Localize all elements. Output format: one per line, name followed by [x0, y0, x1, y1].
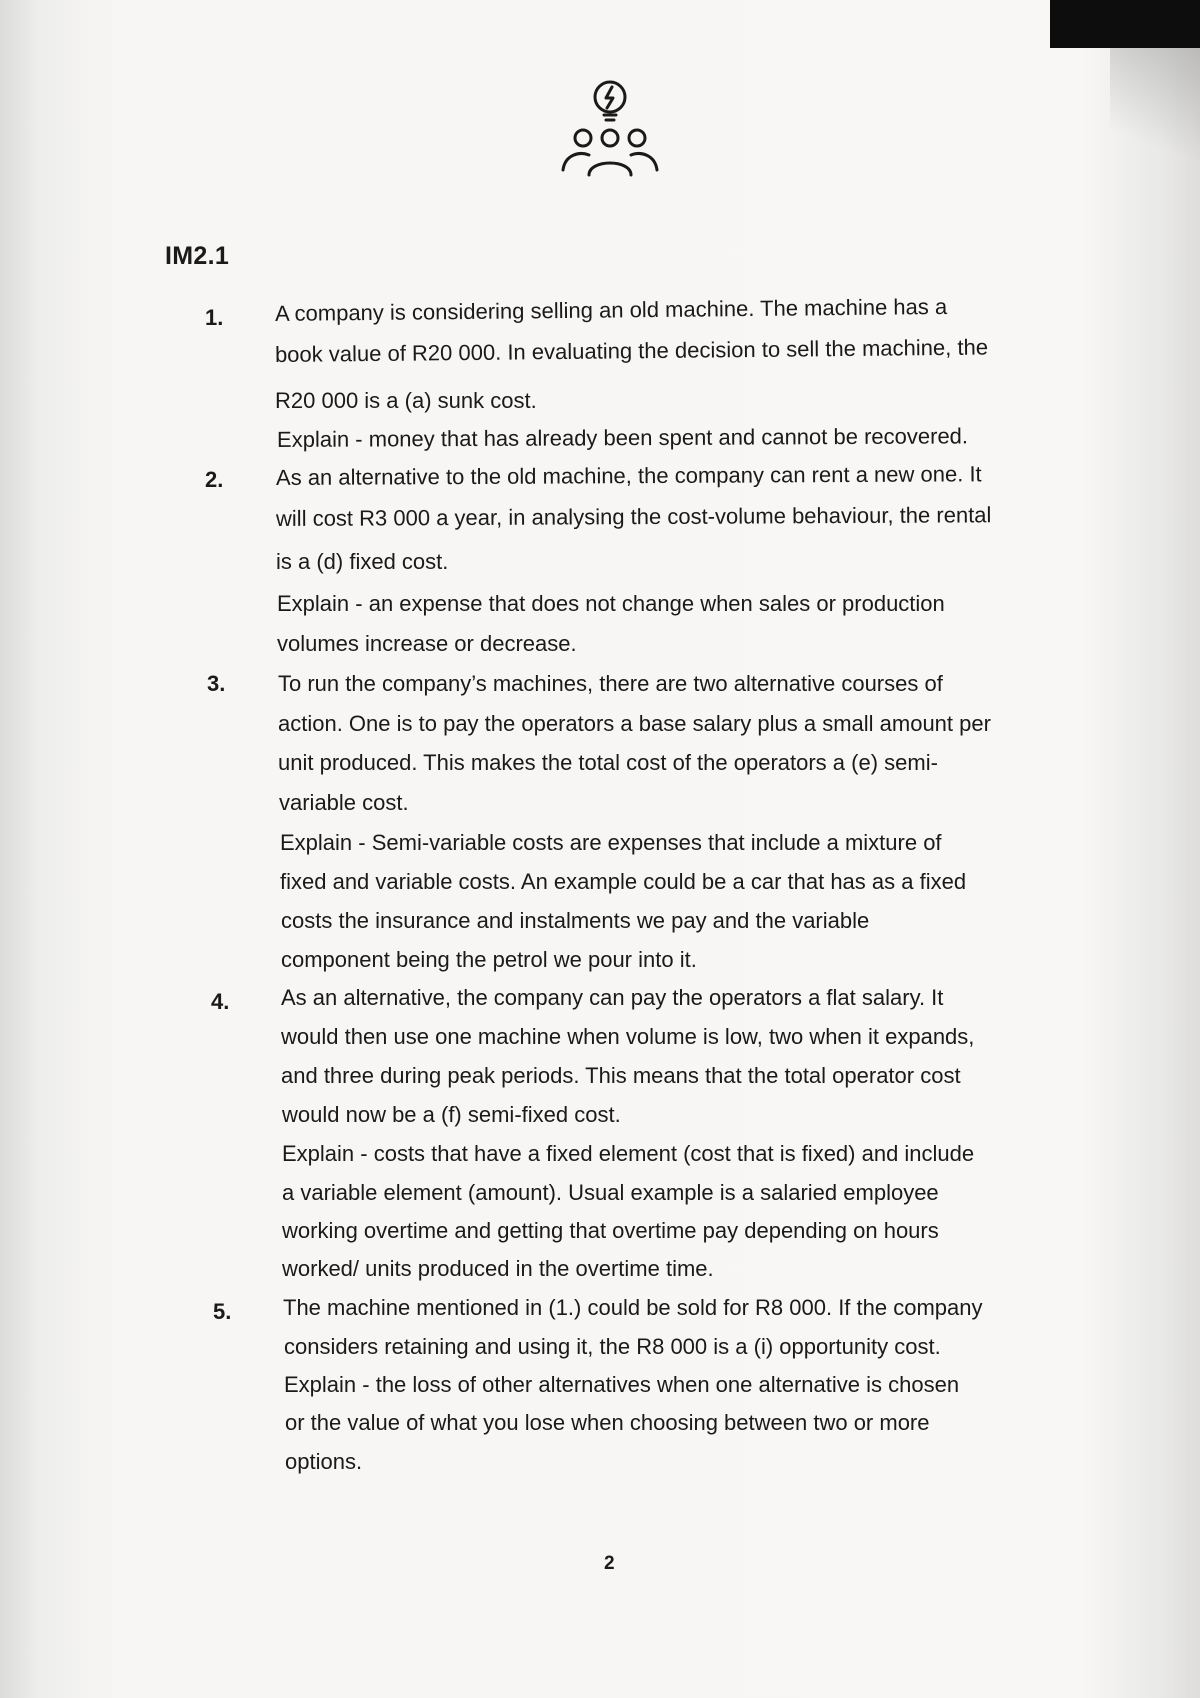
- question-text-line: The machine mentioned in (1.) could be sold for R8 000. If the company: [283, 1295, 983, 1320]
- explanation-line: Explain - money that has already been spent and cannot be recovered.: [276, 423, 969, 452]
- section-title: IM2.1: [165, 242, 230, 270]
- explanation-line: working overtime and getting that overtime pay depending on hours: [282, 1218, 939, 1243]
- question-number: 5.: [213, 1299, 232, 1324]
- explanation-line: costs the insurance and instalments we pay and the variable: [281, 908, 870, 933]
- question-text-line: book value of R20 000. In evaluating the decision to sell the machine, the: [274, 334, 989, 367]
- explanation-line: Explain - an expense that does not change when sales or production: [277, 591, 945, 616]
- explanation-line: Explain - Semi-variable costs are expenses that include a mixture of: [280, 830, 942, 855]
- question-text-line: would then use one machine when volume is low, two when it expands,: [281, 1024, 975, 1049]
- page-number: 2: [604, 1553, 615, 1574]
- question-text-line: action. One is to pay the operators a base salary plus a small amount per: [278, 711, 991, 736]
- question-text-line: As an alternative, the company can pay the operators a flat salary. It: [281, 985, 944, 1010]
- question-text-line: R20 000 is a (a) sunk cost.: [275, 388, 537, 413]
- explanation-line: Explain - the loss of other alternatives when one alternative is chosen: [284, 1372, 960, 1397]
- question-number: 1.: [205, 305, 224, 330]
- question-text-line: A company is considering selling an old machine. The machine has a: [274, 293, 948, 326]
- question-text-line: and three during peak periods. This means that the total operator cost: [281, 1063, 961, 1088]
- explanation-line: options.: [285, 1449, 363, 1474]
- explanation-line: fixed and variable costs. An example could be a car that has as a fixed: [280, 869, 967, 894]
- question-text-line: To run the company’s machines, there are two alternative courses of: [278, 671, 943, 696]
- question-text-line: considers retaining and using it, the R8 000 is a (i) opportunity cost.: [284, 1334, 941, 1359]
- question-number: 2.: [205, 467, 224, 492]
- explanation-line: Explain - costs that have a fixed element (cost that is fixed) and include: [282, 1141, 975, 1166]
- explanation-line: volumes increase or decrease.: [277, 631, 577, 656]
- question-text-line: would now be a (f) semi-fixed cost.: [282, 1102, 621, 1127]
- question-text-line: is a (d) fixed cost.: [276, 549, 449, 574]
- question-text-line: As an alternative to the old machine, the company can rent a new one. It: [275, 461, 982, 490]
- question-text-line: will cost R3 000 a year, in analysing the cost-volume behaviour, the rental: [275, 502, 992, 531]
- idea-team-icon: [555, 75, 665, 185]
- explanation-line: a variable element (amount). Usual example is a salaried employee: [282, 1180, 939, 1205]
- explanation-line: worked/ units produced in the overtime time.: [282, 1256, 714, 1281]
- question-number: 3.: [207, 671, 226, 696]
- question-text-line: variable cost.: [279, 790, 409, 815]
- explanation-line: or the value of what you lose when choosing between two or more: [285, 1410, 930, 1435]
- question-number: 4.: [211, 989, 230, 1014]
- scan-shadow: [1050, 0, 1200, 48]
- page-fold-shadow: [1110, 48, 1200, 208]
- explanation-line: component being the petrol we pour into it.: [281, 947, 697, 972]
- question-text-line: unit produced. This makes the total cost of the operators a (e) semi-: [278, 750, 938, 775]
